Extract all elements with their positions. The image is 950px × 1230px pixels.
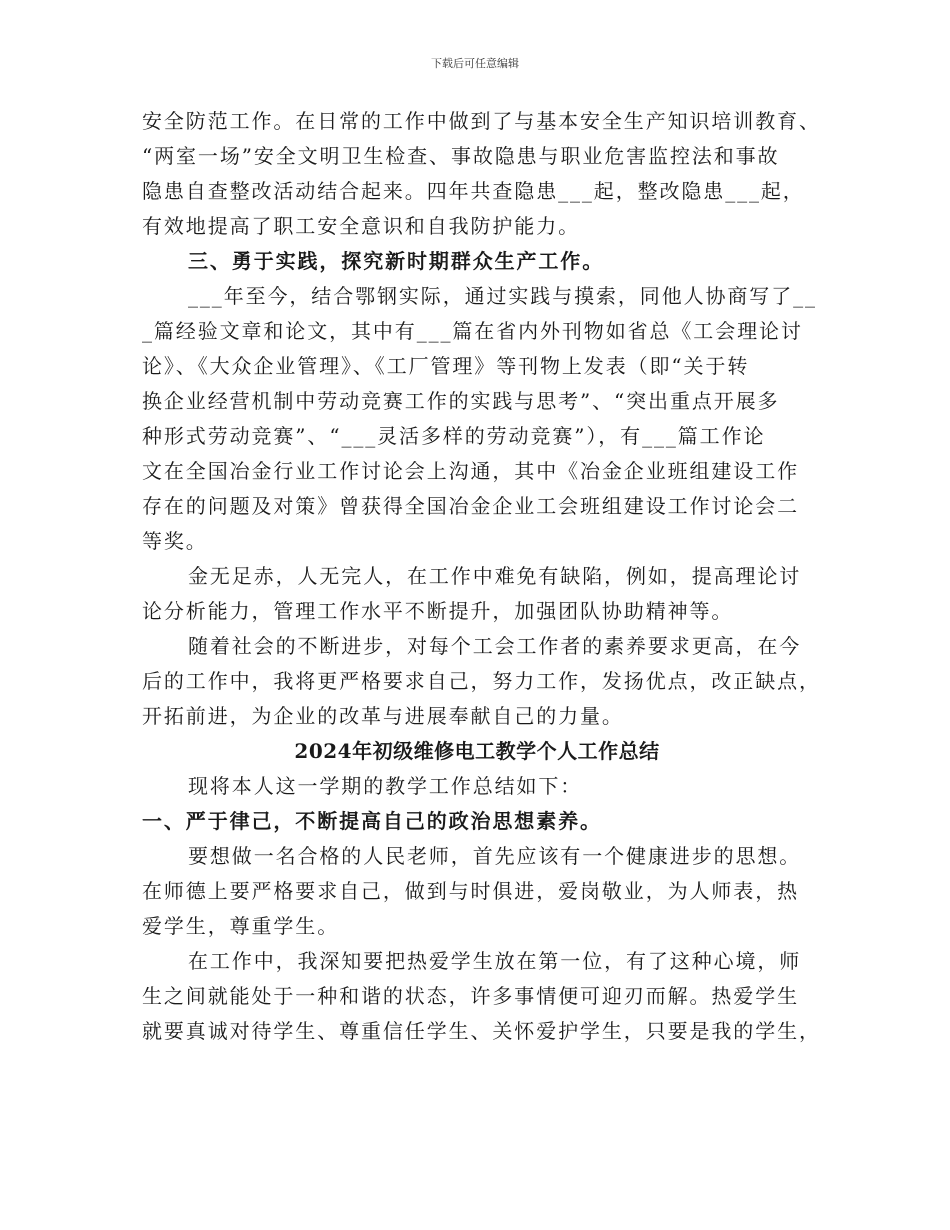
text-line: ___年至今，结合鄂钢实际，通过实践与摸索，同他人协商写了__ bbox=[188, 284, 817, 308]
text-line: 安全防范工作。在日常的工作中做到了与基本安全生产知识培训教育、 bbox=[142, 109, 821, 133]
text-line: 论》、《大众企业管理》、《工厂管理》等刊物上发表（即“关于转 bbox=[142, 354, 750, 378]
text-line: 存在的问题及对策》曾获得全国冶金企业工会班组建设工作讨论会二 bbox=[142, 494, 799, 518]
text-line: 在师德上要严格要求自己，做到与时俱进，爱岗敬业，为人师表，热 bbox=[142, 879, 799, 903]
text-line: 种形式劳动竞赛”、“___灵活多样的劳动竞赛”），有___篇工作论 bbox=[142, 424, 766, 448]
text-line: 生之间就能处于一种和谐的状态，许多事情便可迎刃而解。热爱学生 bbox=[142, 984, 799, 1008]
text-line: 开拓前进，为企业的改革与进展奉献自己的力量。 bbox=[142, 704, 624, 728]
text-line: 论分析能力，管理工作水平不断提升，加强团队协助精神等。 bbox=[142, 599, 734, 623]
text-line: 有效地提高了职工安全意识和自我防护能力。 bbox=[142, 214, 580, 238]
section-title: 2024年初级维修电工教学个人工作总结 bbox=[294, 739, 660, 763]
text-line: _篇经验文章和论文，其中有___篇在省内外刊物如省总《工会理论讨 bbox=[142, 319, 803, 343]
text-line: 现将本人这一学期的教学工作总结如下： bbox=[188, 774, 583, 798]
section-heading: 一、严于律己，不断提高自己的政治思想素养。 bbox=[142, 809, 602, 833]
text-line: 等奖。 bbox=[142, 529, 208, 553]
text-line: 金无足赤，人无完人，在工作中难免有缺陷，例如，提高理论讨 bbox=[188, 564, 802, 588]
document-body bbox=[142, 104, 821, 1049]
text-line: “两室一场”安全文明卫生检查、事故隐患与职业危害监控法和事故 bbox=[142, 144, 780, 168]
text-line: 换企业经营机制中劳动竞赛工作的实践与思考”、“突出重点开展多 bbox=[142, 389, 780, 413]
page-header: 下载后可任意编辑 bbox=[431, 57, 519, 70]
text-line: 随着社会的不断进步，对每个工会工作者的素养要求更高，在今 bbox=[188, 634, 802, 658]
text-line: 后的工作中，我将更严格要求自己，努力工作，发扬优点，改正缺点， bbox=[142, 669, 821, 693]
text-line: 爱学生，尊重学生。 bbox=[142, 914, 340, 938]
text-line: 隐患自查整改活动结合起来。四年共查隐患___起，整改隐患___起， bbox=[142, 179, 805, 203]
text-line: 在工作中，我深知要把热爱学生放在第一位，有了这种心境，师 bbox=[188, 949, 802, 973]
section-heading: 三、勇于实践，探究新时期群众生产工作。 bbox=[188, 249, 605, 273]
text-line: 就要真诚对待学生、尊重信任学生、关怀爱护学生，只要是我的学生， bbox=[142, 1019, 821, 1043]
text-line: 要想做一名合格的人民老师，首先应该有一个健康进步的思想。 bbox=[188, 844, 802, 868]
text-line: 文在全国冶金行业工作讨论会上沟通，其中《冶金企业班组建设工作 bbox=[142, 459, 799, 483]
